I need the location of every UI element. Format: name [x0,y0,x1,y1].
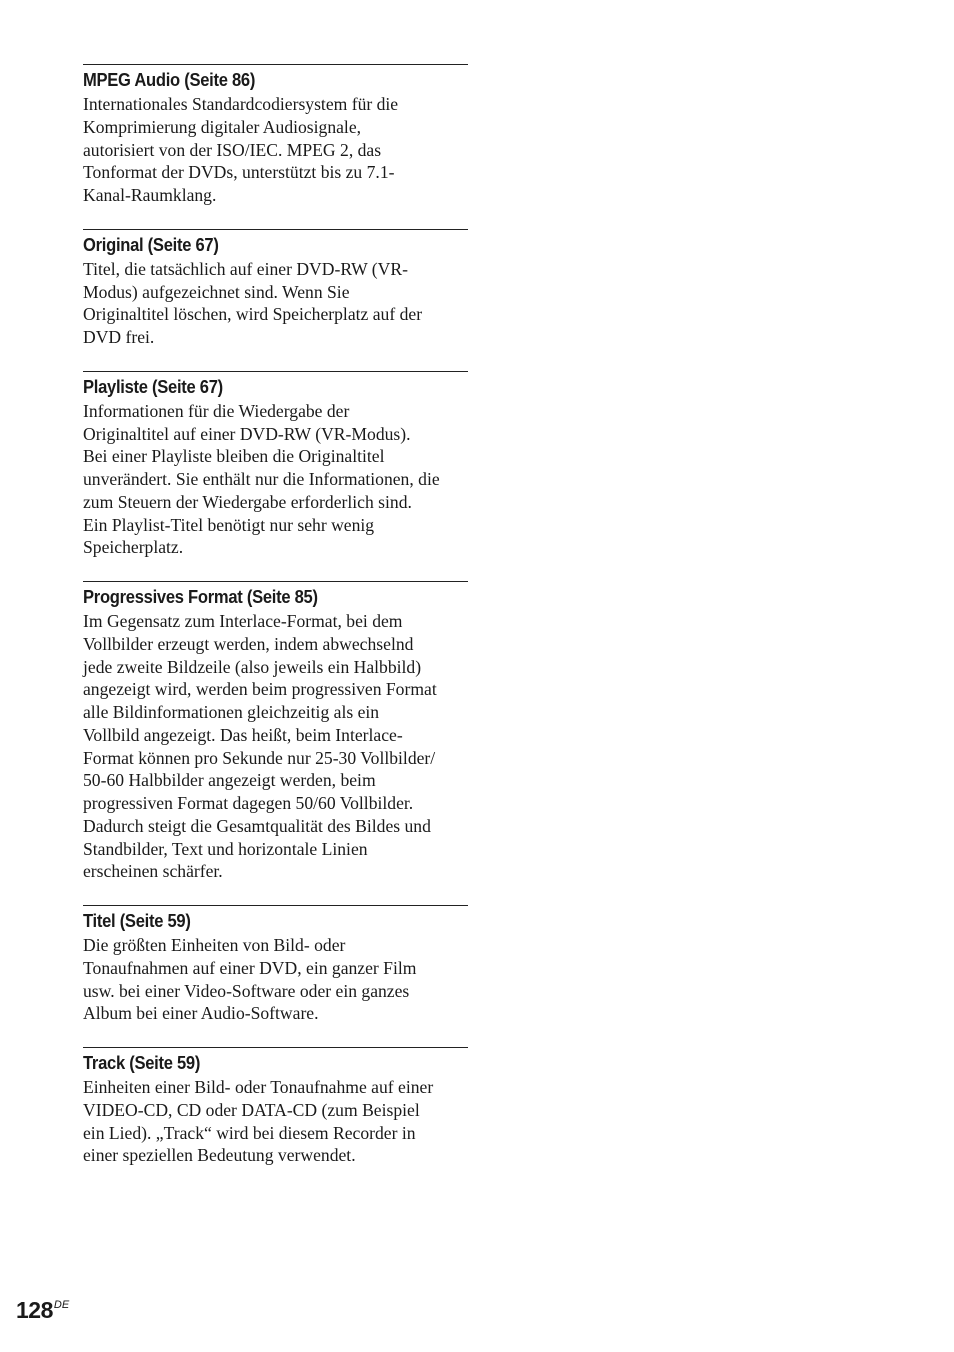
entry-line: angezeigt wird, werden beim progressiven Format [83,679,437,700]
page-footer [16,1297,69,1324]
entry-line: Dadurch steigt die Gesamtqualität des Bildes und [83,815,431,836]
glossary-entry-mpeg-audio [83,64,468,207]
entry-line: Album bei einer Audio-Software. [83,1003,319,1024]
entry-line: Ein Playlist-Titel benötigt nur sehr wenig [83,514,375,535]
entry-line: Die größten Einheiten von Bild- oder [83,935,346,955]
entry-line: autorisiert von der ISO/IEC. MPEG 2, das [83,139,382,160]
entry-line: alle Bildinformationen gleichzeitig als ein [83,702,380,722]
entry-line: jede zweite Bildzeile (also jeweils ein Halbbild) [83,656,422,677]
entry-title: Progressives Format (Seite 85) [83,587,318,607]
entry-line: Im Gegensatz zum Interlace-Format, bei dem [83,611,403,631]
entry-line: unverändert. Sie enthält nur die Informationen, die [83,469,440,489]
entry-line: Tonaufnahmen auf einer DVD, ein ganzer Film [83,957,417,978]
entry-line: Originaltitel löschen, wird Speicherplatz auf der [83,304,423,325]
entry-line: VIDEO-CD, CD oder DATA-CD (zum Beispiel [83,1099,420,1120]
glossary-entry-track [83,1047,468,1167]
entry-title: MPEG Audio (Seite 86) [83,70,256,90]
entry-line: Internationales Standardcodiersystem für die [83,94,399,114]
entry-line: Kanal-Raumklang. [83,185,217,205]
entry-body [83,258,468,349]
page-language-code: DE [53,1299,70,1311]
entry-body [83,93,468,207]
entry-line: Originaltitel auf einer DVD-RW (VR-Modus). [83,423,411,444]
entry-line: Vollbilder erzeugt werden, indem abwechselnd [83,633,414,654]
entry-title: Track (Seite 59) [83,1053,201,1073]
entry-line: Vollbild angezeigt. Das heißt, beim Interlace- [83,724,403,745]
glossary-entry-progressives-format [83,581,468,883]
entry-line: Titel, die tatsächlich auf einer DVD-RW (VR- [83,258,408,279]
entry-line: ein Lied). „Track“ wird bei diesem Recorder in [83,1122,416,1143]
glossary-entry-playliste [83,371,468,559]
entry-title: Titel (Seite 59) [83,911,191,931]
entry-body [83,400,468,559]
glossary-entry-titel [83,905,468,1025]
entry-line: Standbilder, Text und horizontale Linien [83,838,368,859]
entry-line: Komprimierung digitaler Audiosignale, [83,116,362,137]
glossary-entry-original [83,229,468,349]
entry-line: Modus) aufgezeichnet sind. Wenn Sie [83,281,350,302]
entry-body [83,1076,468,1167]
entry-line: Speicherplatz. [83,537,184,558]
entry-line: einer speziellen Bedeutung verwendet. [83,1145,356,1166]
entry-title: Playliste (Seite 67) [83,376,223,397]
entry-line: progressiven Format dagegen 50/60 Vollbilder. [83,793,414,813]
entry-body [83,934,468,1025]
entry-line: zum Steuern der Wiedergabe erforderlich sind. [83,491,412,512]
glossary-column [83,64,468,1189]
entry-line: Format können pro Sekunde nur 25-30 Vollbilder/ [83,747,436,768]
entry-line: Einheiten einer Bild- oder Tonaufnahme auf einer [83,1077,434,1097]
entry-line: usw. bei einer Video-Software oder ein ganzes [83,980,410,1001]
page-number: 128 [16,1297,53,1323]
entry-line: 50-60 Halbbilder angezeigt werden, beim [83,770,376,791]
entry-line: DVD frei. [83,327,155,347]
entry-body [83,610,468,883]
entry-line: Bei einer Playliste bleiben die Originaltitel [83,446,385,467]
entry-line: Informationen für die Wiedergabe der [83,400,350,421]
entry-line: erscheinen schärfer. [83,861,223,882]
entry-title: Original (Seite 67) [83,234,219,255]
entry-line: Tonformat der DVDs, unterstützt bis zu 7.1- [83,162,395,183]
